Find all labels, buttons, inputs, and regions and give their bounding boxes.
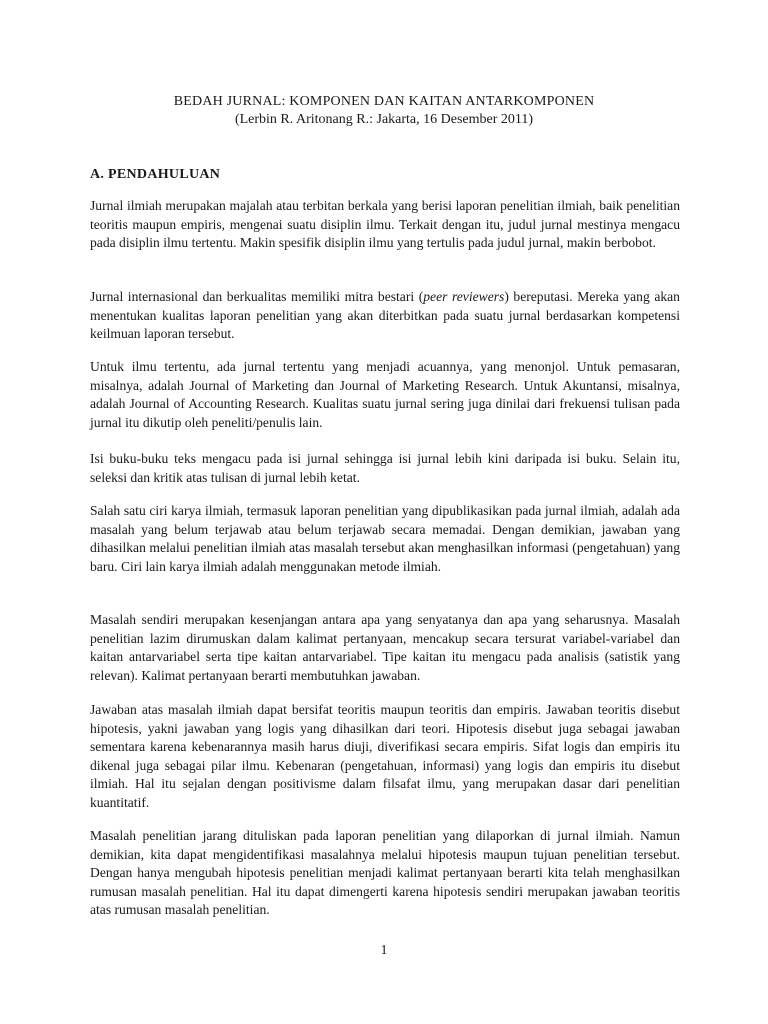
paragraph-2-text-after: ) bereputasi. Mereka yang akan menentukan kualitas laporan penelitian yang akan diterbitkan pada suatu jurnal berdasarkan kompetensi keilmuan laporan tersebut.: [90, 289, 680, 342]
paragraph-5: Salah satu ciri karya ilmiah, termasuk laporan penelitian yang dipublikasikan pada jurnal ilmiah, adalah ada masalah yang belum terjawab atau belum terjawab secara memadai. Dengan demikian, jawaban yang dihasilkan melalui penelitian ilmiah atas masalah tersebut akan menghasilkan informasi (pengetahuan) yang baru. Ciri lain karya ilmiah adalah menggunakan metode ilmiah.: [90, 503, 680, 574]
section-heading-pendahuluan: A. PENDAHULUAN: [90, 167, 221, 182]
paragraph-2-text-before: Jurnal internasional dan berkualitas memiliki mitra bestari (: [90, 289, 424, 304]
paragraph-2: [90, 288, 680, 344]
document-title: BEDAH JURNAL: KOMPONEN DAN KAITAN ANTARKOMPONEN: [173, 94, 595, 109]
paragraph-2-italic-term: peer reviewers: [423, 289, 505, 304]
paragraph-3: Untuk ilmu tertentu, ada jurnal tertentu yang menjadi acuannya, yang menonjol. Untuk pemasaran, misalnya, adalah Journal of Marketing dan Journal of Marketing Research. Untuk Akuntansi, misalnya, adalah Journal of Accounting Research. Kualitas suatu jurnal sering juga dinilai dari frekuensi tulisan pada jurnal itu dikutip oleh peneliti/penulis lain.: [90, 359, 680, 430]
document-subtitle: (Lerbin R. Aritonang R.: Jakarta, 16 Desember 2011): [234, 112, 534, 127]
paragraph-8: Masalah penelitian jarang dituliskan pada laporan penelitian yang dilaporkan di jurnal ilmiah. Namun demikian, kita dapat mengidentifikasi masalahnya melalui hipotesis maupun tujuan penelitian tersebut. Dengan hanya mengubah hipotesis penelitian menjadi kalimat pertanyaan berarti kita telah menghasilkan rumusan masalah penelitian. Hal itu dapat dimengerti karena hipotesis sendiri merupakan jawaban teoritis atas rumusan masalah penelitian.: [90, 828, 680, 918]
paragraph-7: Jawaban atas masalah ilmiah dapat bersifat teoritis maupun teoritis dan empiris. Jawaban teoritis disebut hipotesis, yakni jawaban yang logis yang dihasilkan dari teori. Hipotesis disebut juga sebagai jawaban sementara karena kebenarannya masih harus diuji, diverifikasi secara empiris. Sifat logis dan empiris itu dikenal juga sebagai pilar ilmu. Kebenaran (pengetahuan, informasi) yang logis dan empiris itu disebut ilmiah. Hal itu sejalan dengan positivisme dalam filsafat ilmu, yang merupakan dasar dari penelitian kuantitatif.: [90, 702, 680, 810]
paragraph-6: Masalah sendiri merupakan kesenjangan antara apa yang senyatanya dan apa yang seharusnya. Masalah penelitian lazim dirumuskan dalam kalimat pertanyaan, mencakup secara tersurat variabel-variabel dan kaitan antarvariabel serta tipe kaitan antarvariabel. Tipe kaitan itu mengacu pada analisis (satistik yang relevan). Kalimat pertanyaan berarti membutuhkan jawaban.: [90, 612, 680, 683]
page-number: 1: [380, 943, 388, 958]
paragraph-1: Jurnal ilmiah merupakan majalah atau terbitan berkala yang berisi laporan penelitian ilmiah, baik penelitian teoritis maupun empiris, mengenai suatu disiplin ilmu. Terkait dengan itu, judul jurnal mestinya mengacu pada disiplin ilmu tertentu. Makin spesifik disiplin ilmu yang tertulis pada judul jurnal, makin berbobot.: [90, 198, 680, 251]
paragraph-4: Isi buku-buku teks mengacu pada isi jurnal sehingga isi jurnal lebih kini daripada isi buku. Selain itu, seleksi dan kritik atas tulisan di jurnal lebih ketat.: [90, 451, 680, 485]
